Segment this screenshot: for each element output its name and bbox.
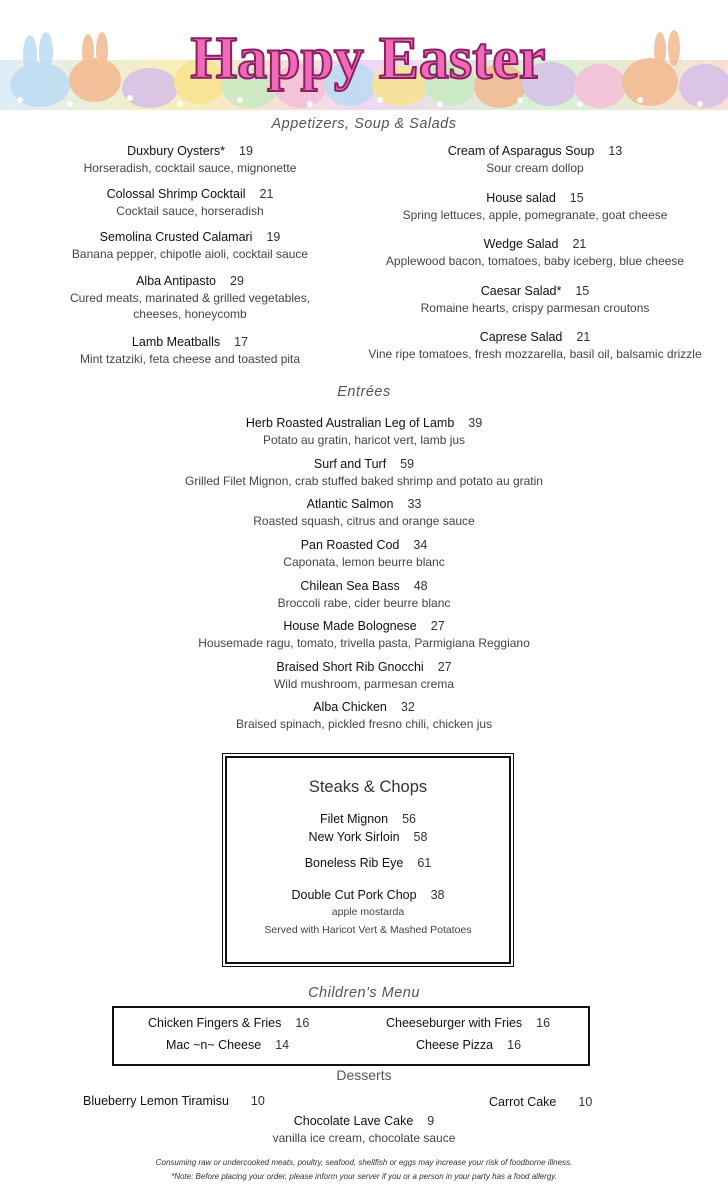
banner-title: Happy Easter	[190, 25, 546, 91]
item-desc: Romaine hearts, crispy parmesan croutons	[420, 301, 650, 315]
item-desc: cheeses, honeycomb	[133, 307, 247, 321]
steaks-box	[225, 756, 511, 964]
steak-item	[227, 810, 509, 828]
item-name: Cheese Pizza	[416, 1038, 494, 1052]
desserts-title: Desserts	[336, 1067, 392, 1083]
entree-item	[0, 698, 728, 732]
menu-item	[360, 142, 710, 176]
child-item	[148, 1014, 309, 1032]
item-price: 16	[295, 1016, 310, 1030]
menu-item	[40, 228, 340, 262]
easter-banner	[0, 0, 728, 112]
item-name: Colossal Shrimp Cocktail	[106, 187, 246, 201]
item-desc: Sour cream dollop	[486, 161, 584, 175]
item-desc: Banana pepper, chipotle aioli, cocktail sauce	[71, 247, 309, 261]
steaks-note: Served with Haricot Vert & Mashed Potatoes	[264, 924, 472, 936]
item-name: Lamb Meatballs	[131, 335, 221, 349]
child-item	[166, 1036, 289, 1054]
item-name: Pan Roasted Cod	[300, 538, 400, 552]
item-desc: Caponata, lemon beurre blanc	[283, 555, 445, 569]
item-name: Chicken Fingers & Fries	[148, 1016, 282, 1030]
entree-item	[0, 536, 728, 570]
item-price: 10	[250, 1094, 265, 1108]
item-name: Duxbury Oysters*	[127, 144, 226, 158]
menu-item	[360, 328, 710, 362]
item-name: Wedge Salad	[483, 237, 559, 251]
item-name: Mac ~n~ Cheese	[166, 1038, 262, 1052]
item-price: 59	[400, 457, 415, 471]
item-name: Cream of Asparagus Soup	[447, 144, 595, 158]
entree-item	[0, 658, 728, 692]
item-name: Chilean Sea Bass	[300, 579, 400, 593]
item-price: 17	[234, 335, 249, 349]
footer-warning: Consuming raw or undercooked meats, poultry, seafood, shellfish or eggs may increase your risk of foodborne illness.	[155, 1158, 573, 1167]
item-name: Boneless Rib Eye	[304, 856, 404, 870]
item-name: Filet Mignon	[320, 812, 389, 826]
item-price: 15	[569, 191, 584, 205]
item-desc: vanilla ice cream, chocolate sauce	[272, 1131, 456, 1145]
item-price: 19	[239, 144, 253, 158]
dessert-item	[489, 1093, 592, 1111]
item-price: 15	[575, 284, 590, 298]
item-desc: Horseradish, cocktail sauce, mignonette	[83, 161, 297, 175]
item-price: 19	[266, 230, 281, 244]
item-price: 27	[430, 619, 445, 633]
menu-item	[360, 235, 710, 269]
menu-item	[360, 189, 710, 223]
children-box	[112, 1006, 590, 1066]
menu-item	[40, 333, 340, 367]
footer-allergy-note: *Note: Before placing your order, please inform your server if you or a person in your party has a food allergy.	[171, 1172, 557, 1181]
item-desc: Potato au gratin, haricot vert, lamb jus	[262, 433, 466, 447]
entree-item	[0, 414, 728, 448]
item-price: 32	[400, 700, 415, 714]
item-price: 33	[407, 497, 422, 511]
entree-item	[0, 455, 728, 489]
item-name: Braised Short Rib Gnocchi	[276, 660, 424, 674]
item-name: House salad	[486, 191, 556, 205]
item-name: House Made Bolognese	[283, 619, 417, 633]
menu-item	[360, 282, 710, 316]
item-desc: Spring lettuces, apple, pomegranate, goat cheese	[402, 208, 668, 222]
entree-item	[0, 495, 728, 529]
item-desc: apple mostarda	[331, 906, 405, 918]
item-name: Semolina Crusted Calamari	[99, 230, 253, 244]
item-desc: Mint tzatziki, feta cheese and toasted pita	[79, 352, 301, 366]
item-price: 21	[572, 237, 587, 251]
dessert-item	[83, 1092, 265, 1110]
item-name: Surf and Turf	[313, 457, 387, 471]
item-price: 14	[275, 1038, 290, 1052]
item-price: 61	[417, 856, 432, 870]
item-name: New York Sirloin	[308, 830, 400, 844]
item-desc: Braised spinach, pickled fresno chili, chicken jus	[235, 717, 493, 731]
item-desc: Vine ripe tomatoes, fresh mozzarella, basil oil, balsamic drizzle	[368, 347, 702, 361]
item-name: Double Cut Pork Chop	[291, 888, 417, 902]
item-name: Atlantic Salmon	[306, 497, 394, 511]
item-price: 16	[536, 1016, 551, 1030]
item-price: 16	[507, 1038, 522, 1052]
item-price: 21	[259, 187, 274, 201]
item-desc: Cured meats, marinated & grilled vegetables,	[69, 291, 311, 305]
steak-item	[227, 854, 509, 872]
item-name: Caprese Salad	[479, 330, 563, 344]
menu-item	[40, 272, 340, 322]
entrees-title: Entrées	[337, 384, 391, 400]
steak-item	[227, 886, 509, 920]
menu-item	[40, 142, 340, 176]
item-name: Alba Chicken	[313, 700, 387, 714]
item-price: 27	[437, 660, 452, 674]
children-title: Children's Menu	[308, 985, 420, 1001]
item-price: 29	[230, 274, 244, 288]
item-name: Herb Roasted Australian Leg of Lamb	[245, 416, 455, 430]
child-item	[386, 1014, 550, 1032]
appetizers-title: Appetizers, Soup & Salads	[271, 116, 457, 132]
item-name: Cheeseburger with Fries	[386, 1016, 523, 1030]
item-price: 34	[413, 538, 428, 552]
item-price: 21	[576, 330, 591, 344]
entree-item	[0, 577, 728, 611]
item-desc: Applewood bacon, tomatoes, baby iceberg, blue cheese	[385, 254, 685, 268]
steaks-title: Steaks & Chops	[308, 778, 428, 796]
dessert-item	[0, 1112, 728, 1146]
item-price: 38	[430, 888, 445, 902]
item-name: Caesar Salad*	[480, 284, 562, 298]
item-name: Chocolate Lave Cake	[293, 1114, 414, 1128]
item-price: 58	[413, 830, 428, 844]
item-price: 10	[578, 1095, 593, 1109]
item-desc: Housemade ragu, tomato, trivella pasta, Parmigiana Reggiano	[198, 636, 530, 650]
item-desc: Roasted squash, citrus and orange sauce	[253, 514, 475, 528]
item-desc: Cocktail sauce, horseradish	[116, 204, 264, 218]
item-price: 13	[608, 144, 623, 158]
child-item	[416, 1036, 521, 1054]
item-price: 39	[468, 416, 483, 430]
item-name: Carrot Cake	[489, 1095, 557, 1109]
menu-item	[40, 185, 340, 219]
item-desc: Grilled Filet Mignon, crab stuffed baked shrimp and potato au gratin	[185, 474, 543, 488]
item-name: Blueberry Lemon Tiramisu	[83, 1094, 229, 1108]
steak-item	[227, 828, 509, 846]
item-price: 56	[402, 812, 416, 826]
item-desc: Broccoli rabe, cider beurre blanc	[277, 596, 451, 610]
item-desc: Wild mushroom, parmesan crema	[273, 677, 455, 691]
item-name: Alba Antipasto	[136, 274, 216, 288]
entree-item	[0, 617, 728, 651]
item-price: 9	[427, 1114, 435, 1128]
item-price: 48	[413, 579, 428, 593]
